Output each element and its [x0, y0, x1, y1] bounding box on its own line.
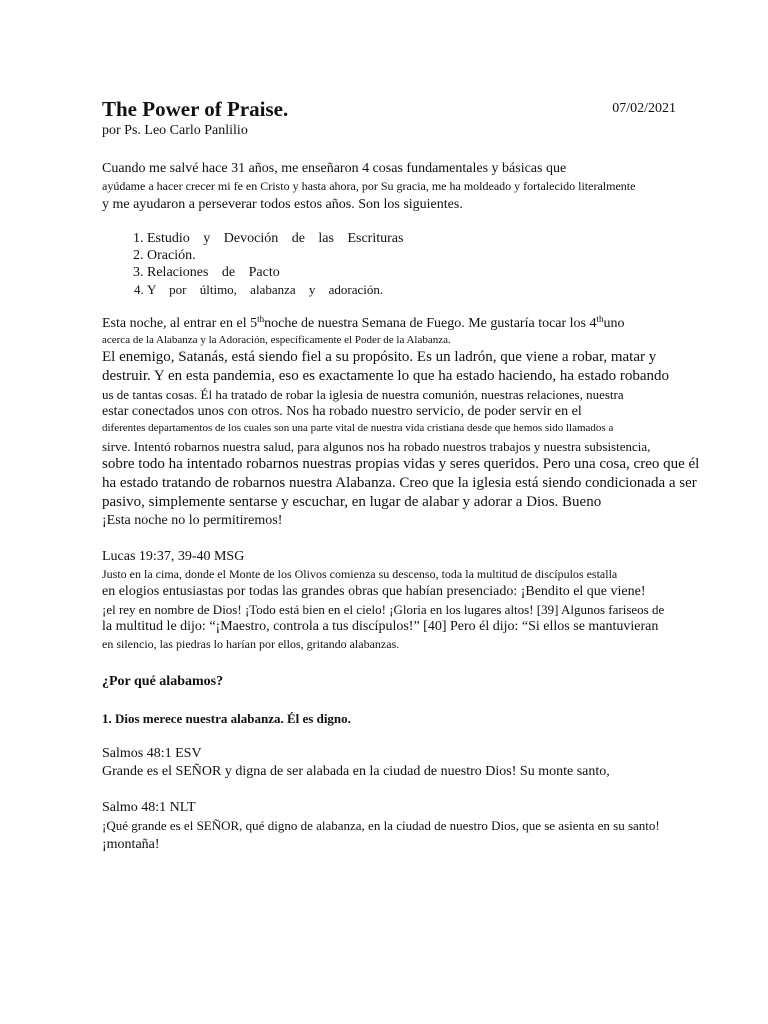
psalm-esv — [102, 745, 722, 781]
luke-line-1: Justo en la cima, donde el Monte de los Olivos comienza su descenso, toda la multitud de discípulos estalla — [102, 567, 618, 581]
document-body — [102, 96, 722, 854]
para-line-5: us de tantas cosas. Él ha tratado de robar la iglesia de nuestra comunión, nuestras relaciones, nuestra — [102, 387, 624, 402]
para-line-2: acerca de la Alabanza y la Adoración, específicamente el Poder de la Alabanza. — [102, 334, 451, 346]
psalm-nlt-line-1: ¡Qué grande es el SEÑOR, qué digno de alabanza, en la ciudad de nuestro Dios, que se asienta en su santo! — [102, 818, 660, 833]
intro-line-3: y me ayudaron a perseverar todos estos años. Son los siguientes. — [102, 197, 463, 212]
para-line-3: El enemigo, Satanás, está siendo fiel a su propósito. Es un ladrón, que viene a robar, matar y — [102, 349, 657, 365]
title-row — [102, 96, 722, 122]
luke-line-3: ¡el rey en nombre de Dios! ¡Todo está bien en el cielo! ¡Gloria en los lugares altos! [39] Algunos fariseos de — [102, 602, 665, 617]
para-line-11: pasivo, simplemente sentarse y escuchar, en lugar de alabar y adorar a Dios. Bueno — [102, 494, 602, 510]
document-title: The Power of Praise. — [102, 97, 289, 121]
why-heading: ¿Por qué alabamos? — [102, 674, 224, 689]
intro-line-2: ayúdame a hacer crecer mi fe en Cristo y hasta ahora, por Su gracia, me ha moldeado y fortalecido literalmente — [102, 179, 636, 193]
para-line-10: ha estado tratando de robarnos nuestra Alabanza. Creo que la iglesia está siendo condicionada a ser — [102, 475, 697, 491]
fundamentals-list — [102, 230, 722, 298]
para-line-4: destruir. Y en esta pandemia, eso es exactamente lo que ha estado haciendo, ha estado robando — [102, 368, 670, 384]
psalm-esv-text: Grande es el SEÑOR y digna de ser alabada en la ciudad de nuestro Dios! Su monte santo, — [102, 764, 610, 779]
psalm-nlt-reference: Salmo 48:1 NLT — [102, 800, 196, 815]
luke-line-5: en silencio, las piedras lo harían por ellos, gritando alabanzas. — [102, 637, 400, 651]
luke-reference: Lucas 19:37, 39-40 MSG — [102, 549, 245, 564]
list-item: 4. Y por último, alabanza y adoración. — [147, 281, 722, 298]
document-date: 07/02/2021 — [612, 101, 676, 116]
para-line-7: diferentes departamentos de los cuales son una parte vital de nuestra vida cristiana desde que hemos sido llamados a — [102, 422, 614, 434]
para-line-9: sobre todo ha intentado robarnos nuestras propias vidas y seres queridos. Pero una cosa, creo que él — [102, 456, 700, 472]
para-line-6: estar conectados unos con otros. Nos ha robado nuestro servicio, de poder servir en el — [102, 404, 582, 419]
para-line-1: Esta noche, al entrar en el 5thnoche de nuestra Semana de Fuego. Me gustaría tocar los 4thuno — [102, 314, 625, 331]
luke-line-2: en elogios entusiastas por todas las grandes obras que habían presenciado: ¡Bendito el que viene! — [102, 584, 646, 599]
luke-line-4: la multitud le dijo: “¡Maestro, controla a tus discípulos!” [40] Pero él dijo: “Si ellos se mantuvieran — [102, 619, 659, 634]
psalm-esv-reference: Salmos 48:1 ESV — [102, 746, 202, 761]
main-paragraph — [102, 315, 722, 530]
point-1-heading: 1. Dios merece nuestra alabanza. Él es digno. — [102, 711, 351, 726]
intro-paragraph — [102, 160, 722, 214]
psalm-nlt-line-2: ¡montaña! — [102, 837, 160, 852]
para-line-8: sirve. Intentó robarnos nuestra salud, para algunos nos ha robado nuestros trabajos y nuestra subsistencia, — [102, 439, 651, 454]
list-item: 3. Relaciones de Pacto — [147, 264, 722, 281]
list-item: 1. Estudio y Devoción de las Escrituras — [147, 230, 722, 247]
author-line: por Ps. Leo Carlo Panlilio — [102, 123, 248, 138]
intro-line-1: Cuando me salvé hace 31 años, me enseñaron 4 cosas fundamentales y básicas que — [102, 161, 567, 176]
psalm-nlt — [102, 799, 722, 854]
luke-passage — [102, 548, 722, 653]
list-item: 2. Oración. — [147, 247, 722, 264]
para-line-12: ¡Esta noche no lo permitiremos! — [102, 513, 283, 528]
